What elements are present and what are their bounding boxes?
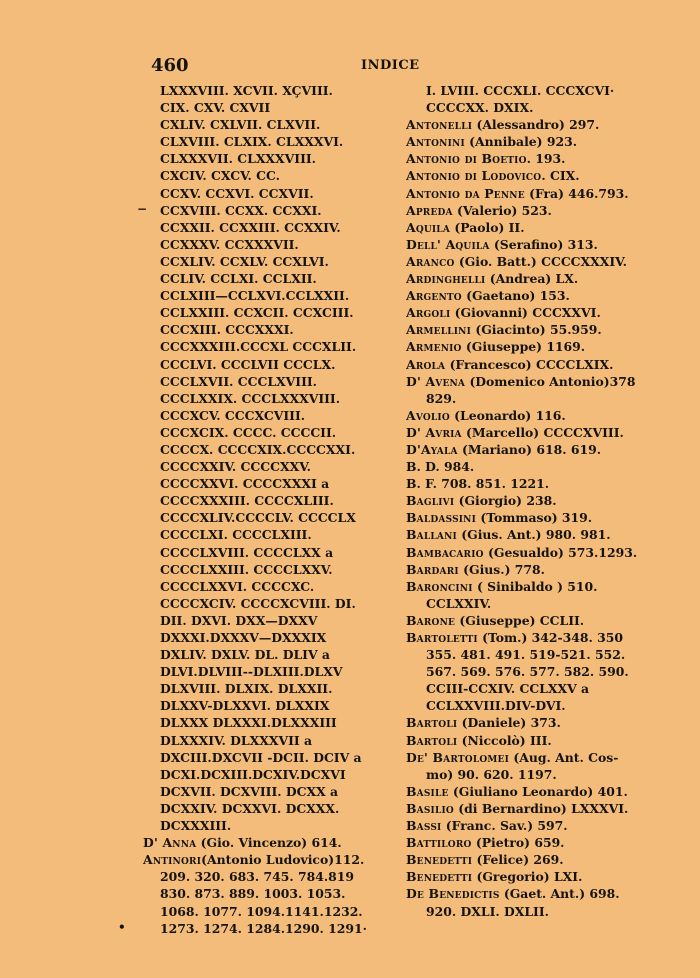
index-line: [406, 167, 644, 184]
entry-name: Antonini: [406, 134, 465, 150]
entry-name: Baroncini: [406, 578, 473, 594]
entry-name: Benedetti: [406, 852, 473, 868]
index-line: CCCLXXIX. CCCLXXXVIII.: [160, 390, 341, 406]
entry-references: (Leonardo) 116.: [449, 407, 566, 423]
entry-name: Antonio di Boetio: [406, 151, 527, 167]
index-line: [406, 202, 644, 219]
index-right-column: [406, 82, 644, 920]
index-line: [406, 338, 644, 355]
index-line: CCLXXIII. CCXCII. CCXCIII.: [160, 305, 354, 321]
entry-references: (Mariano) 618. 619.: [457, 441, 602, 457]
index-line: CCLXXVIII.DIV-DVI.: [426, 698, 566, 714]
entry-name: Ardinghelli: [406, 271, 486, 287]
index-line: CCXLIV. CCXLV. CCXLVI.: [160, 253, 329, 269]
index-line: 567. 569. 576. 577. 582. 590.: [426, 664, 629, 680]
index-line: [406, 236, 644, 253]
entry-references: (Serafino) 313.: [489, 236, 598, 252]
entry-name: Basile: [406, 783, 449, 799]
entry-name: Baglivi: [406, 493, 455, 509]
entry-name: Antinori: [143, 852, 202, 868]
margin-mark: −: [137, 202, 148, 216]
index-line: [406, 150, 644, 167]
index-line: [406, 424, 644, 441]
entry-name: Ballani: [406, 527, 457, 543]
entry-references: (Antonio Ludovico)112.: [201, 852, 365, 868]
entry-references: (Gius.) 778.: [458, 561, 545, 577]
index-line: 1068. 1077. 1094.1141.1232.: [160, 903, 363, 919]
entry-references: (Giacinto) 55.959.: [471, 322, 602, 338]
entry-name: Baldassini: [406, 510, 477, 526]
entry-name: Apreda: [406, 202, 453, 218]
index-line: [406, 287, 644, 304]
index-line: [406, 561, 644, 578]
index-line: 1273. 1274. 1284.1290. 1291·: [160, 920, 367, 936]
index-line: [406, 834, 644, 851]
entry-references: (Marcello) CCCCXVIII.: [461, 424, 624, 440]
index-line: [406, 373, 644, 390]
entry-name: Battiloro: [406, 835, 472, 851]
index-line: CCXV. CCXVI. CCXVII.: [160, 185, 314, 201]
index-line: [143, 851, 377, 868]
index-line: [406, 356, 644, 373]
entry-name: D'Ayala: [406, 441, 458, 457]
entry-references: (Annibale) 923.: [464, 134, 578, 150]
index-left-column: [143, 82, 377, 937]
entry-name: Bartoletti: [406, 630, 478, 645]
index-line: [406, 509, 644, 526]
index-line: CCCCXXIV. CCCCXXV.: [160, 459, 311, 475]
entry-references: (Giovanni) CCCXXVI.: [450, 305, 601, 321]
index-line: [406, 783, 644, 800]
index-line: CCLXXIV.: [426, 595, 492, 611]
index-line: [406, 253, 644, 270]
index-line: [406, 885, 644, 902]
index-line: [406, 629, 644, 646]
entry-name: Benedetti: [406, 869, 473, 885]
entry-references: (Pietro) 659.: [471, 835, 565, 851]
index-line: [406, 526, 644, 543]
index-line: B. F. 708. 851. 1221.: [406, 476, 550, 492]
index-line: DII. DXVI. DXX—DXXV: [160, 612, 318, 628]
page-number: 460: [151, 55, 189, 76]
index-line: CIX. CXV. CXVII: [160, 100, 271, 116]
index-line: [406, 185, 644, 202]
entry-references: (Valerio) 523.: [452, 202, 552, 218]
index-line: CCCCLXI. CCCCLXIII.: [160, 527, 312, 543]
index-line: CCIII-CCXIV. CCLXXV a: [426, 681, 590, 697]
index-line: CCLXIII—CCLXVI.CCLXXII.: [160, 288, 350, 304]
index-line: DLXVIII. DLXIX. DLXXII.: [160, 681, 333, 697]
index-line: CCCXXXIII.CCCXL CCCXLII.: [160, 339, 357, 355]
entry-name: D' Avria: [406, 424, 462, 440]
index-line: DCXXXIII.: [160, 818, 232, 834]
page-title: INDICE: [361, 58, 420, 73]
entry-references: (Giorgio) 238.: [454, 493, 557, 509]
index-line: CCCCXCIV. CCCCXCVIII. DI.: [160, 595, 356, 611]
entry-references: ( Sinibaldo ) 510.: [472, 578, 598, 594]
entry-references: (Niccolò) III.: [457, 732, 552, 748]
entry-references: (Fra) 446.793.: [524, 185, 629, 201]
index-line: CXCIV. CXCV. CC.: [160, 168, 281, 184]
index-line: 830. 873. 889. 1003. 1053.: [160, 886, 346, 902]
entry-name: De' Bartolomei: [406, 749, 510, 765]
index-line: 355. 481. 491. 519-521. 552.: [426, 647, 626, 663]
entry-references: (Gio. Vincenzo) 614.: [196, 835, 342, 851]
index-line: CCCCXXVI. CCCCXXXI a: [160, 476, 330, 492]
index-line: CCXXII. CCXXIII. CCXXIV.: [160, 219, 341, 235]
entry-name: De Benedictis: [406, 886, 500, 902]
entry-name: Argoli: [406, 305, 451, 321]
entry-references: (Giuseppe) 1169.: [461, 339, 586, 355]
entry-references: (Paolo) II.: [450, 219, 525, 235]
index-line: DXXXI.DXXXV—DXXXIX: [160, 630, 327, 645]
entry-name: Bardari: [406, 561, 459, 577]
index-line: CCLIV. CCLXI. CCLXII.: [160, 271, 317, 287]
index-line: LXXXVIII. XCVII. XÇVIII.: [160, 83, 333, 98]
entry-name: Bartoli: [406, 715, 458, 731]
index-line: [406, 441, 644, 458]
entry-references: (Alessandro) 297.: [472, 117, 600, 133]
entry-references: (Gaet. Ant.) 698.: [499, 886, 620, 902]
entry-references: (Tommaso) 319.: [476, 510, 593, 526]
index-line: mo) 90. 620. 1197.: [426, 766, 557, 782]
entry-name: Avolio: [406, 407, 450, 423]
entry-references: . CIX.: [541, 168, 580, 184]
entry-name: Antonio di Lodovico: [406, 168, 542, 184]
entry-references: (Gaetano) 153.: [461, 288, 570, 304]
index-line: CCCCLXXVI. CCCCXC.: [160, 578, 315, 594]
index-line: CCCLVI. CCCLVII CCCLX.: [160, 356, 336, 372]
index-line: 209. 320. 683. 745. 784.819: [160, 869, 355, 885]
index-line: CLXVIII. CLXIX. CLXXXVI.: [160, 134, 344, 150]
index-line: [143, 834, 377, 851]
index-line: DCXXIV. DCXXVI. DCXXX.: [160, 800, 340, 816]
index-line: CCCCLXXIII. CCCCLXXV.: [160, 561, 333, 577]
index-line: CCCCXX. DXIX.: [426, 100, 534, 116]
entry-references: (Domenico Antonio)378: [465, 373, 636, 389]
entry-name: D' Avena: [406, 373, 466, 389]
entry-references: (Gesualdo) 573.1293.: [483, 544, 638, 560]
index-line: CXLIV. CXLVII. CLXVII.: [160, 117, 321, 133]
entry-references: (Daniele) 373.: [457, 715, 561, 731]
index-line: CCCXCV. CCCXCVIII.: [160, 407, 306, 423]
index-line: [406, 321, 644, 338]
index-line: [406, 304, 644, 321]
margin-dot: •: [118, 920, 126, 934]
index-line: [406, 544, 644, 561]
entry-name: D' Anna: [143, 835, 197, 851]
index-line: CCXXXV. CCXXXVII.: [160, 236, 299, 252]
index-line: DCXI.DCXIII.DCXIV.DCXVI: [160, 766, 346, 782]
index-line: B. D. 984.: [406, 459, 475, 475]
entry-name: Argento: [406, 288, 462, 304]
entry-references: (di Bernardino) LXXXVI.: [453, 800, 629, 816]
entry-references: (Tom.) 342-348. 350: [477, 630, 623, 645]
index-line: DLXXX DLXXXI.DLXXXIII: [160, 715, 337, 731]
index-line: CCCCXXXIII. CCCCXLIII.: [160, 493, 334, 509]
index-line: [406, 732, 644, 749]
index-line: [406, 407, 644, 424]
entry-name: Dell' Aquila: [406, 236, 490, 252]
index-line: CCCXIII. CCCXXXI.: [160, 322, 294, 338]
index-line: [406, 800, 644, 817]
entry-name: Aranco: [406, 253, 455, 269]
entry-references: (Gio. Batt.) CCCCXXXIV.: [454, 253, 627, 269]
entry-name: Bambacario: [406, 544, 484, 560]
index-line: [406, 817, 644, 834]
entry-references: (Giuseppe) CCLII.: [455, 612, 585, 628]
index-line: DCXVII. DCXVIII. DCXX a: [160, 783, 339, 799]
index-line: 920. DXLI. DXLII.: [426, 903, 549, 919]
index-line: 829.: [426, 390, 457, 406]
entry-references: (Francesco) CCCCLXIX.: [445, 356, 614, 372]
entry-references: (Franc. Sav.) 597.: [441, 818, 568, 834]
page-header: [0, 55, 700, 79]
entry-name: Armellini: [406, 322, 472, 338]
index-line: CLXXXVII. CLXXXVIII.: [160, 151, 316, 167]
index-line: [406, 219, 644, 236]
entry-name: Aquila: [406, 219, 451, 235]
index-line: DLXXXIV. DLXXXVII a: [160, 732, 313, 748]
index-line: I. LVIII. CCCXLI. CCCXCVI·: [426, 83, 615, 98]
entry-name: Bassi: [406, 818, 442, 834]
index-line: CCCXCIX. CCCC. CCCCII.: [160, 424, 337, 440]
index-line: [406, 749, 644, 766]
entry-name: Bartoli: [406, 732, 458, 748]
entry-name: Antonio da Penne: [406, 185, 525, 201]
index-line: [406, 270, 644, 287]
entry-references: (Giuliano Leonardo) 401.: [448, 783, 628, 799]
entry-name: Arola: [406, 356, 446, 372]
index-line: [406, 133, 644, 150]
index-line: [406, 851, 644, 868]
index-line: CCCLXVII. CCCLXVIII.: [160, 373, 317, 389]
index-line: DXCIII.DXCVII -DCII. DCIV a: [160, 749, 362, 765]
index-line: [406, 612, 644, 629]
index-line: [406, 578, 644, 595]
entry-name: Armenio: [406, 339, 462, 355]
entry-references: (Gius. Ant.) 980. 981.: [456, 527, 611, 543]
index-line: CCXVIII. CCXX. CCXXI.: [160, 202, 322, 218]
index-line: [406, 116, 644, 133]
index-line: CCCCXLIV.CCCCLV. CCCCLX: [160, 510, 356, 526]
entry-references: (Aug. Ant. Cos-: [509, 749, 619, 765]
index-line: DLVI.DLVIII--DLXIII.DLXV: [160, 664, 343, 680]
entry-references: (Felice) 269.: [472, 852, 564, 868]
index-line: DLXXV-DLXXVI. DLXXIX: [160, 698, 330, 714]
index-line: CCCCLXVIII. CCCCLXX a: [160, 544, 334, 560]
entry-references: . 193.: [526, 151, 566, 167]
entry-references: (Andrea) LX.: [485, 271, 579, 287]
index-line: DXLIV. DXLV. DL. DLIV a: [160, 647, 330, 663]
entry-name: Barone: [406, 612, 456, 628]
index-line: [406, 714, 644, 731]
index-line: [406, 492, 644, 509]
entry-references: (Gregorio) LXI.: [472, 869, 583, 885]
entry-name: Basilio: [406, 800, 454, 816]
index-line: CCCCX. CCCCXIX.CCCCXXI.: [160, 441, 356, 457]
entry-name: Antonelli: [406, 117, 473, 133]
index-line: [406, 868, 644, 885]
